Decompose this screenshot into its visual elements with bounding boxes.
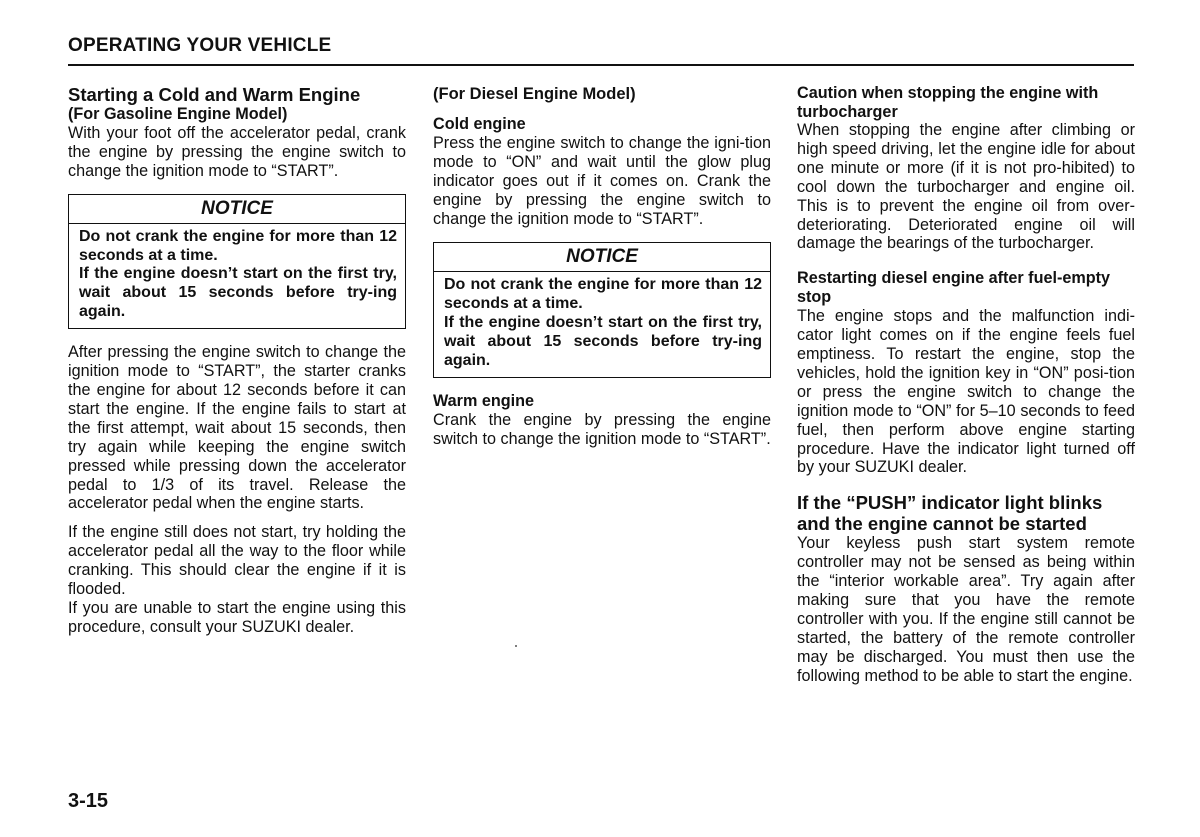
column-gasoline — [68, 84, 406, 637]
restart-diesel-text: The engine stops and the malfunction indi-cator light comes on if the engine feels fuel emptiness. To restart the engine, stop the vehicles, hold the ignition key in “ON” posi-tion or press the engine switch to change the ignition mode to “ON” for 5–10 seconds to feed fuel, then perform above engine starting procedure. Have the indicator light turned off by your SUZUKI dealer. — [797, 307, 1135, 477]
column-diesel — [433, 84, 771, 449]
turbo-caution-heading: Caution when stopping the engine with turbocharger — [797, 84, 1099, 121]
notice-line: If the engine doesn’t start on the first try, wait about 15 seconds before try-ing again. — [79, 265, 397, 321]
gasoline-paragraph: If the engine still does not start, try holding the accelerator pedal all the way to the floor while cranking. This should clear the engine if it is flooded. — [68, 523, 406, 599]
gasoline-paragraph: If you are unable to start the engine using this procedure, consult your SUZUKI dealer. — [68, 598, 406, 636]
cold-engine-heading: Cold engine — [433, 115, 526, 133]
push-indicator-text: Your keyless push start system remote controller may not be sensed as being within the “interior workable area”. Try again after making sure that you have the remote controller with you. If the engine still cannot be started, the battery of the remote controller may be discharged. You must then use the following method to be able to start the engine. — [797, 534, 1135, 685]
notice-line: Do not crank the engine for more than 12 seconds at a time. — [444, 276, 762, 313]
notice-box-gasoline — [68, 194, 406, 330]
cold-warm-engine-heading: Starting a Cold and Warm Engine — [68, 84, 361, 105]
notice-line: If the engine doesn’t start on the first try, wait about 15 seconds before try-ing again. — [444, 314, 762, 370]
notice-line: Do not crank the engine for more than 12 seconds at a time. — [79, 227, 397, 264]
cold-engine-text: Press the engine switch to change the igni-tion mode to “ON” and wait until the glow plug indicator goes out if it comes on. Crank the engine by pressing the engine switch to change the ignition mode to “START”. — [433, 133, 771, 228]
page-number: 3-15 — [68, 790, 109, 812]
notice-body — [69, 224, 405, 329]
gasoline-paragraph: After pressing the engine switch to change the ignition mode to “START”, the starter cranks the engine for about 12 seconds before it can start the engine. If the engine fails to start at the first attempt, wait about 15 seconds, then try again while keeping the engine switch pressed while pressing down the accelerator pedal to 1/3 of its travel. Release the accelerator pedal when the engine starts. — [68, 343, 406, 513]
diesel-model-subheading: (For Diesel Engine Model) — [433, 85, 636, 103]
section-title: OPERATING YOUR VEHICLE — [68, 35, 332, 56]
warm-engine-heading: Warm engine — [433, 391, 535, 410]
gasoline-model-subheading: (For Gasoline Engine Model) — [68, 105, 288, 123]
warm-engine-text: Crank the engine by pressing the engine switch to change the ignition mode to “START”. — [433, 410, 771, 448]
notice-title: NOTICE — [434, 243, 770, 272]
restart-diesel-heading: Restarting diesel engine after fuel-empty stop — [797, 269, 1111, 307]
column-turbo-restart — [797, 84, 1135, 686]
turbo-caution-text: When stopping the engine after climbing or high speed driving, let the engine idle for about one minute or more (if it is not pro-hibited) to cool down the turbocharger and engine oil. This is to prevent the engine oil from over-deteriorating. Deteriorated engine oil will damage the bearings of the turbocharger. — [797, 121, 1135, 253]
push-indicator-heading: If the “PUSH” indicator light blinks and the engine cannot be started — [797, 492, 1103, 534]
notice-box-diesel — [433, 242, 771, 378]
page-header — [68, 34, 1134, 66]
notice-body — [434, 272, 770, 377]
notice-title: NOTICE — [69, 195, 405, 224]
stray-dot — [515, 645, 517, 647]
gasoline-intro-text: With your foot off the accelerator pedal, crank the engine by pressing the engine switch to change the ignition mode to “START”. — [68, 123, 406, 180]
